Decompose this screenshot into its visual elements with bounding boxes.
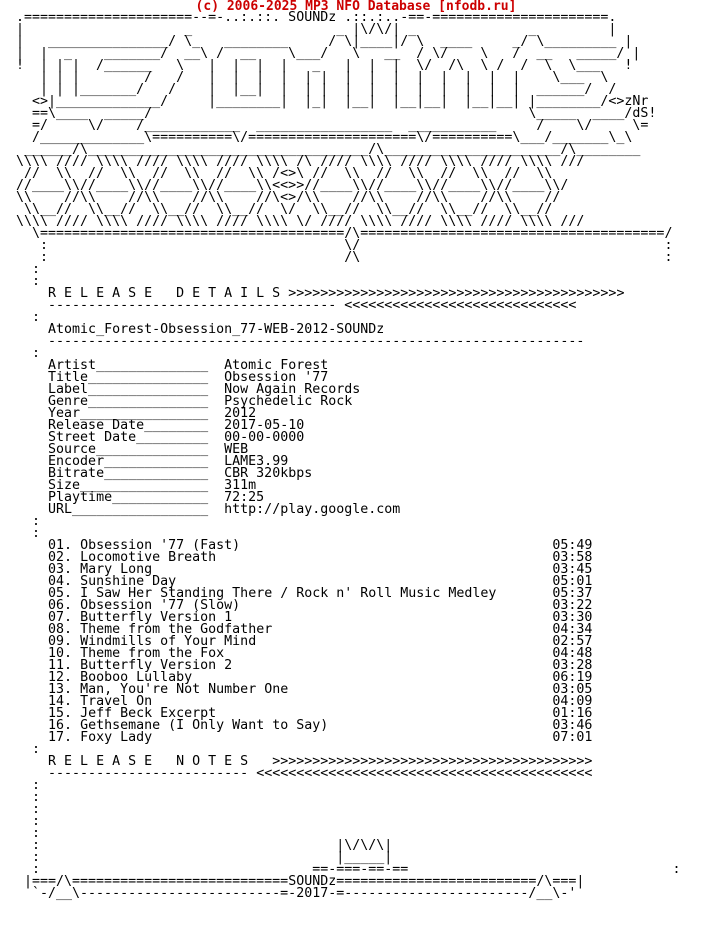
field-label: Bitrate_____________: [48, 466, 209, 481]
track-number: 12.: [48, 670, 73, 685]
field-value: WEB: [224, 442, 249, 457]
field-label: Size________________: [48, 478, 209, 493]
row: [16, 804, 680, 816]
field-label: URL_________________: [48, 502, 209, 517]
field-value: http://play.google.com: [224, 502, 401, 517]
field-label: Street Date_________: [48, 430, 209, 445]
release-name-underline: -------------------------------------------------------------------: [48, 334, 585, 349]
track-title: Theme from the Godfather: [80, 622, 553, 637]
footer-right: =========================/\===|: [336, 874, 585, 889]
spacer: [72, 730, 80, 745]
release-notes-heading: R E L E A S E N O T E S: [48, 754, 249, 769]
arrows-right: >>>>>>>>>>>>>>>>>>>>>>>>>>>>>>>>>>>>>>>>>>: [288, 286, 625, 301]
track-time: 03:22: [552, 598, 593, 613]
track-time: 03:58: [552, 550, 593, 565]
release-details-heading: R E L E A S E D E T A I L S: [48, 286, 281, 301]
field-label: Source______________: [48, 442, 209, 457]
field-value: LAME3.99: [224, 454, 289, 469]
field-label: Playtime____________: [48, 490, 209, 505]
track-number: 11.: [48, 658, 73, 673]
margin: :: [16, 742, 41, 757]
margin: :: [16, 814, 41, 829]
heading-underline-row: [16, 300, 680, 312]
release-name: Atomic_Forest-Obsession_77-WEB-2012-SOUNDz: [48, 322, 385, 337]
track-time: 01:16: [552, 706, 593, 721]
row: [16, 792, 680, 804]
track-title: Butterfly Version 2: [80, 658, 553, 673]
track-title: Gethsemane (I Only Want to Say): [80, 718, 553, 733]
track-time: 03:46: [552, 718, 593, 733]
field-value: Psychedelic Rock: [224, 394, 353, 409]
soundz-ascii-logo: .=====================--=-..:.::. SOUNDz .::.:..-==-======================. | _ _ |\/\/| _ _ | | _______________/ \_ ________ / \|____|/ \ ____ _/ \_________ | | | _ _______/ __\ / __ \___/ \ __ / \/ \ / __ _____/ | ! | | | /______ \ | | | | _ | | | \/ /\ \ / / \ \___ ! | | | / / | | | | | | | | | | | | | | \___ \ | | |_______/ / | |__| | | | | | | | | | | | ______/ / <>|_____________/ |________| |_| |__| |__|__| |__|__| |________/<>zNr ==\____ _____/ \_____ ____/dS! =/ \/ /____________ _________________ ___________ / \/ \= /_____________\==========\/=====================\/==========\___/_______\_\ ______/\___________________________________/\______________________/\________: [16, 10, 657, 157]
track-title: Mary Long: [80, 562, 553, 577]
tracklist-section: [16, 540, 680, 756]
margin: :: [16, 262, 41, 277]
footer-rule: : ==-===-==-== :: [16, 862, 681, 877]
track-title: Travel On: [80, 694, 553, 709]
margin: :: [16, 802, 41, 817]
margin: :: [16, 310, 41, 325]
track-title: Booboo Lullaby: [80, 670, 553, 685]
footer-group: SOUNDz: [288, 874, 337, 889]
field-value: Atomic Forest: [224, 358, 329, 373]
field-label: Genre_______________: [48, 394, 209, 409]
crown-icon: |\/\/\|: [336, 838, 393, 853]
track-title: Man, You're Not Number One: [80, 682, 553, 697]
row: [16, 816, 680, 828]
field-value: 2012: [224, 406, 257, 421]
dashes: ------------------------------------: [48, 298, 337, 313]
track-time: 03:30: [552, 610, 593, 625]
track-time: 04:48: [552, 646, 593, 661]
footer-left: |===/\===========================: [16, 874, 289, 889]
notes-underline-row: [16, 768, 680, 780]
track-time: 03:28: [552, 658, 593, 673]
arrows-right: >>>>>>>>>>>>>>>>>>>>>>>>>>>>>>>>>>>>>>>>: [272, 754, 593, 769]
track-number: 01.: [48, 538, 73, 553]
field-label: Artist______________: [48, 358, 209, 373]
field-label: Label_______________: [48, 382, 209, 397]
track-number: 05.: [48, 586, 73, 601]
margin: :: [16, 526, 41, 541]
track-number: 03.: [48, 562, 73, 577]
spacer: [248, 766, 256, 781]
track-time: 07:01: [552, 730, 593, 745]
track-title: Locomotive Breath: [80, 550, 553, 565]
track-row: [16, 732, 680, 744]
field-value: Now Again Records: [224, 382, 361, 397]
field-value: CBR 320kbps: [224, 466, 313, 481]
spacer: [208, 502, 224, 517]
release-notes-section: [16, 756, 680, 840]
field-label: Title_______________: [48, 370, 209, 385]
margin: :: [16, 778, 41, 793]
track-time: 03:45: [552, 562, 593, 577]
fields-section: [16, 360, 680, 540]
track-title: Sunshine Day: [80, 574, 553, 589]
margin: :: [16, 274, 41, 289]
ascii-pattern-divider: \\\\ //// \\\\ //// \\\\ //// \\\\ /\ //// \\\\ //// \\\\ //// \\\\ /// // \\ // \\ // \\ // \\ /<>\ // \\ // \\ // \\ // \\ //____\\//____\\//____\\//____\\<<>>//____\\//____\\//____\\//____\\/ \\ //\\ //\\ //\\ //\<>/\\ //\\ //\\ //\\ // \\__// \\__// \\__// \\__// \/ \\__// \\__// \\__// \\__// \\\\ //// \\\\ //// \\\\ //// \\\\ \/ //// \\\\ //// \\\\ //// \\\\ /// \======================================/\======================================/ : \/ : : /\ :: [16, 154, 673, 265]
field-value: 00-00-0000: [224, 430, 305, 445]
track-title: Jeff Beck Excerpt: [80, 706, 553, 721]
footer-year: 2017: [296, 886, 329, 901]
footer-section: [16, 840, 680, 900]
field-value: 72:25: [224, 490, 265, 505]
crown-icon: |_____|: [336, 850, 393, 865]
track-time: 04:09: [552, 694, 593, 709]
track-time: 03:05: [552, 682, 593, 697]
field-label: Year________________: [48, 406, 209, 421]
arrows-left: <<<<<<<<<<<<<<<<<<<<<<<<<<<<<<<<<<<<<<<<<<: [256, 766, 593, 781]
track-time: 05:49: [552, 538, 593, 553]
field-row: [16, 504, 680, 516]
track-number: 02.: [48, 550, 73, 565]
row: [16, 780, 680, 792]
track-time: 05:01: [552, 574, 593, 589]
row: [16, 516, 680, 528]
track-number: 17.: [48, 730, 73, 745]
arrows-left: <<<<<<<<<<<<<<<<<<<<<<<<<<<<<: [344, 298, 577, 313]
track-title: I Saw Her Standing There / Rock n' Roll Music Medley: [80, 586, 553, 601]
margin: :: [16, 850, 41, 865]
track-title: Butterfly Version 1: [80, 610, 553, 625]
track-number: 13.: [48, 682, 73, 697]
field-value: 311m: [224, 478, 257, 493]
track-number: 14.: [48, 694, 73, 709]
footer-left: `-/__\-------------------------=-: [16, 886, 297, 901]
field-label: Release Date________: [48, 418, 209, 433]
track-number: 04.: [48, 574, 73, 589]
dashes: -------------------------: [48, 766, 249, 781]
track-number: 15.: [48, 706, 73, 721]
margin: :: [16, 514, 41, 529]
track-title: Foxy Lady: [80, 730, 553, 745]
margin: :: [16, 826, 41, 841]
track-number: 09.: [48, 634, 73, 649]
margin: :: [16, 346, 41, 361]
track-number: 16.: [48, 718, 73, 733]
row: [16, 264, 680, 276]
field-value: 2017-05-10: [224, 418, 305, 433]
underline-row: [16, 336, 680, 348]
release-details-section: [16, 264, 680, 360]
track-number: 06.: [48, 598, 73, 613]
track-number: 08.: [48, 622, 73, 637]
track-number: 07.: [48, 610, 73, 625]
track-title: Windmills of Your Mind: [80, 634, 553, 649]
track-title: Obsession '77 (Fast): [80, 538, 553, 553]
track-title: Obsession '77 (Slow): [80, 598, 553, 613]
track-time: 04:34: [552, 622, 593, 637]
track-title: Theme from the Fox: [80, 646, 553, 661]
track-number: 10.: [48, 646, 73, 661]
field-value: Obsession '77: [224, 370, 329, 385]
track-time: 06:19: [552, 670, 593, 685]
site-banner: (c) 2006-2025 MP3 NFO Database [nfodb.ru]: [195, 0, 517, 14]
track-time: 05:37: [552, 586, 593, 601]
footer-year-row: [16, 888, 680, 900]
footer-right: -=-----------------------/__\-': [328, 886, 577, 901]
margin: :: [16, 790, 41, 805]
track-time: 02:57: [552, 634, 593, 649]
nfo-document: [16, 12, 680, 900]
field-label: Encoder_____________: [48, 454, 209, 469]
margin: :: [16, 838, 41, 853]
